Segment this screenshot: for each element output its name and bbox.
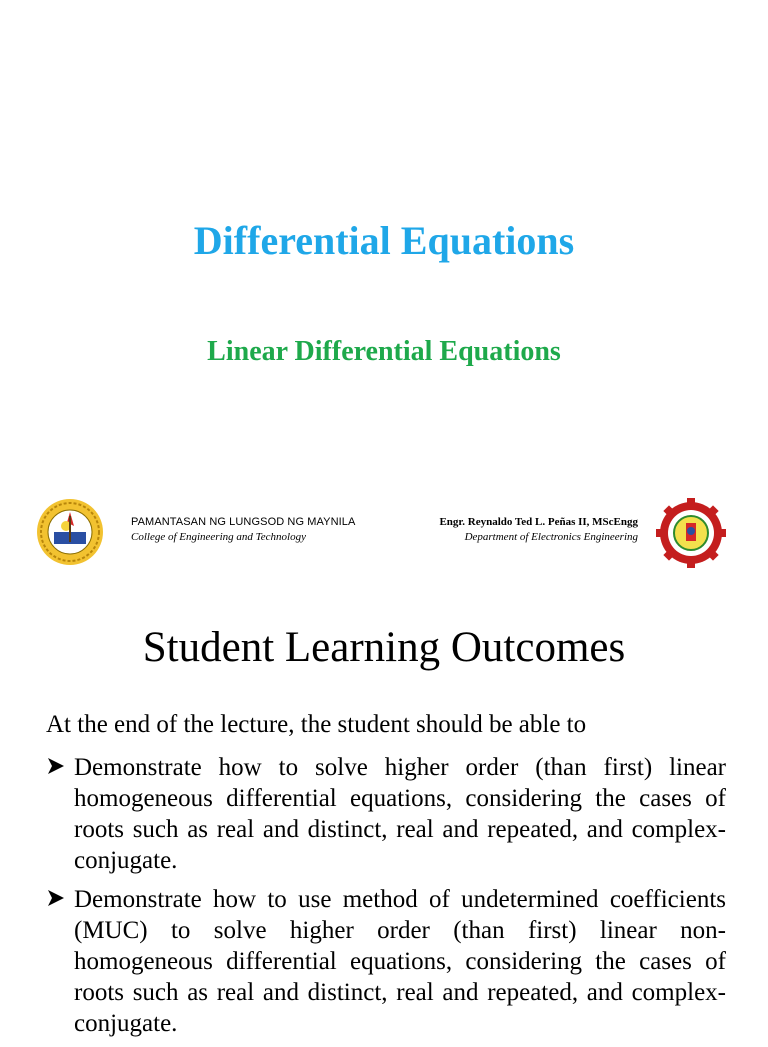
outcomes-intro: At the end of the lecture, the student should be able to xyxy=(46,711,587,738)
instructor-name: Engr. Reynaldo Ted L. Peñas II, MScEngg xyxy=(439,516,638,528)
department-name: Department of Electronics Engineering xyxy=(464,531,638,543)
slide-title: Differential Equations xyxy=(193,218,575,263)
list-item xyxy=(46,884,726,1039)
outcomes-slide xyxy=(0,596,768,1037)
outcome-text: Demonstrate how to use method of undetermined coefficients (MUC) to solve higher order (than first) linear non-homogeneous differential equations, considering the cases of roots such as real and distinct, real and repeated, and complex-conjugate. xyxy=(74,886,726,1037)
outcomes-heading: Student Learning Outcomes xyxy=(142,624,626,671)
college-name: College of Engineering and Technology xyxy=(131,531,306,543)
arrow-bullet-icon xyxy=(46,752,70,786)
slide-footer xyxy=(0,496,768,572)
list-item xyxy=(46,752,726,876)
slide-subtitle: Linear Differential Equations xyxy=(207,336,561,367)
arrow-bullet-icon xyxy=(46,884,70,918)
engineering-gear-logo xyxy=(656,498,726,573)
plm-seal-logo xyxy=(36,498,104,571)
instructor-info xyxy=(400,515,638,545)
university-name: PAMANTASAN NG LUNGSOD NG MAYNILA xyxy=(131,516,356,528)
outcomes-list xyxy=(46,752,726,1047)
university-info xyxy=(131,515,355,545)
outcome-text: Demonstrate how to solve higher order (than first) linear homogeneous differential equations, considering the cases of roots such as real and distinct, real and repeated, and complex-conjugate. xyxy=(74,754,726,874)
